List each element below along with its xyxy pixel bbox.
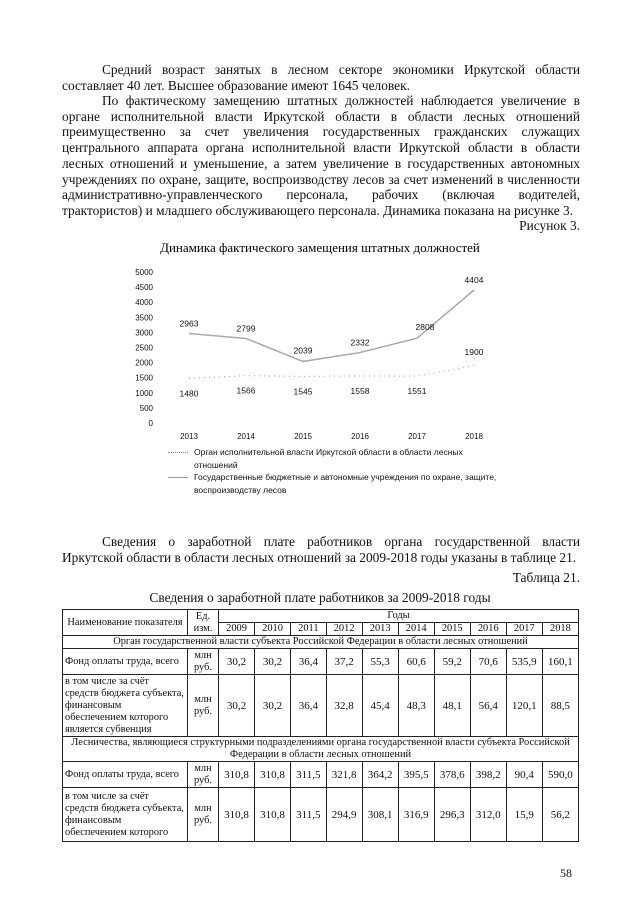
cell-value: 294,9 (326, 788, 362, 842)
y-tick-label: 4000 (135, 298, 153, 308)
cell-value: 308,1 (362, 788, 398, 842)
header-year: 2010 (255, 623, 291, 636)
cell-value: 55,3 (362, 649, 398, 675)
section-row (63, 636, 579, 649)
cell-value: 56,2 (542, 788, 578, 842)
header-year: 2014 (398, 623, 434, 636)
cell-value: 60,6 (398, 649, 434, 675)
cell-value: 310,8 (219, 788, 255, 842)
section-title: Орган государственной власти субъекта Российской Федерации в области лесных отношений (63, 636, 579, 649)
header-year: 2018 (542, 623, 578, 636)
cell-value: 56,4 (470, 675, 506, 737)
cell-value: 15,9 (506, 788, 542, 842)
cell-value: 310,8 (219, 762, 255, 788)
cell-value: 30,2 (255, 675, 291, 737)
header-unit: Ед. изм. (188, 610, 219, 636)
x-tick-label: 2016 (351, 432, 369, 441)
cell-value: 59,2 (434, 649, 470, 675)
data-label: 1545 (293, 386, 313, 397)
legend-swatch-solid (168, 477, 188, 478)
table-row (63, 675, 579, 737)
cell-value: 311,5 (291, 762, 327, 788)
table-intro-text: Сведения о заработной плате работников органа государственной власти Иркутской области в области лесных отношений за 2009-2018 годы указаны в таблице 21. (62, 534, 580, 565)
header-year: 2009 (219, 623, 255, 636)
legend-label: Государственные бюджетные и автономные учреждения по охране, защите, воспроизводству лесов (194, 472, 497, 495)
cell-value: 364,2 (362, 762, 398, 788)
x-tick-label: 2017 (408, 432, 426, 441)
y-tick-label: 2500 (135, 343, 153, 353)
header-year: 2013 (362, 623, 398, 636)
header-year: 2011 (291, 623, 327, 636)
y-tick-label: 1500 (135, 373, 153, 383)
data-label: 1900 (464, 347, 484, 358)
header-year: 2015 (434, 623, 470, 636)
row-unit: млн руб. (188, 788, 219, 842)
header-year: 2012 (326, 623, 362, 636)
row-name: Фонд оплаты труда, всего (63, 762, 188, 788)
y-tick-label: 0 (148, 419, 153, 428)
y-tick-label: 3000 (135, 328, 153, 338)
paragraph-2: По фактическому замещению штатных должностей наблюдается увеличение в органе исполнительной власти Иркутской области в области лесных отношений преимущественно за счет увеличения государственных гражданских служащих центрального аппарата органа исполнительной власти Иркутской области в области лесных отношений и уменьшение, а затем увеличение в государственных автономных учреждениях по охране, защите, воспроизводству лесов за счет изменений в численности административно-управленческого персонала, рабочих (включая водителей, трактористов) и младшего обслуживающего персонала. Динамика показана на рисунке 3. (62, 93, 580, 218)
cell-value: 311,5 (291, 788, 327, 842)
data-label: 1480 (179, 388, 199, 399)
data-label: 1551 (407, 386, 427, 397)
cell-value: 378,6 (434, 762, 470, 788)
cell-value: 120,1 (506, 675, 542, 737)
table-row (63, 649, 579, 675)
header-year: 2016 (470, 623, 506, 636)
table-row (63, 762, 579, 788)
legend-swatch-dotted (168, 452, 188, 453)
data-label: 4404 (464, 274, 484, 285)
row-name: в том числе за счёт средств бюджета субъекта, финансовым обеспечением которого является субвенция (63, 675, 188, 737)
row-unit: млн руб. (188, 675, 219, 737)
cell-value: 312,0 (470, 788, 506, 842)
cell-value: 32,8 (326, 675, 362, 737)
table-label: Таблица 21. (512, 570, 580, 585)
cell-value: 160,1 (542, 649, 578, 675)
cell-value: 90,4 (506, 762, 542, 788)
cell-value: 48,3 (398, 675, 434, 737)
paragraph-1: Средний возраст занятых в лесном секторе экономики Иркутской области составляет 40 лет. Высшее образование имеют 1645 человек. (62, 62, 580, 93)
data-label: 2808 (415, 322, 435, 333)
cell-value: 70,6 (470, 649, 506, 675)
x-tick-label: 2018 (465, 432, 483, 441)
data-label: 2039 (293, 345, 313, 356)
cell-value: 395,5 (398, 762, 434, 788)
header-year: 2017 (506, 623, 542, 636)
table-header-row (63, 610, 579, 623)
data-label: 2799 (236, 323, 256, 334)
chart-title: Динамика фактического замещения штатных должностей (160, 240, 480, 255)
data-label: 2963 (179, 318, 199, 329)
legend-item-dotted (168, 446, 498, 471)
y-tick-label: 3500 (135, 313, 153, 323)
section-row (63, 737, 579, 762)
legend-label: Орган исполнительной власти Иркутской области в области лесных отношений (194, 447, 463, 470)
legend-item-solid (168, 471, 498, 496)
cell-value: 316,9 (398, 788, 434, 842)
data-label: 1566 (236, 385, 256, 396)
cell-value: 310,8 (255, 788, 291, 842)
cell-value: 310,8 (255, 762, 291, 788)
table-row (63, 788, 579, 842)
table-title: Сведения о заработной плате работников за 2009-2018 годы (149, 590, 491, 605)
series-line-0 (189, 366, 474, 379)
cell-value: 535,9 (506, 649, 542, 675)
row-unit: млн руб. (188, 649, 219, 675)
y-tick-label: 500 (139, 403, 153, 413)
page-number: 58 (560, 866, 572, 880)
cell-value: 30,2 (219, 649, 255, 675)
y-tick-label: 1000 (135, 388, 153, 398)
x-tick-label: 2014 (237, 432, 255, 441)
x-tick-label: 2013 (180, 432, 198, 441)
y-tick-label: 4500 (135, 283, 153, 293)
row-unit: млн руб. (188, 762, 219, 788)
cell-value: 30,2 (219, 675, 255, 737)
cell-value: 45,4 (362, 675, 398, 737)
cell-value: 590,0 (542, 762, 578, 788)
y-tick-label: 5000 (135, 268, 153, 277)
cell-value: 296,3 (434, 788, 470, 842)
figure-label: Рисунок 3. (519, 218, 580, 233)
x-tick-label: 2015 (294, 432, 312, 441)
cell-value: 37,2 (326, 649, 362, 675)
row-name: в том числе за счёт средств бюджета субъекта, финансовым обеспечением которого (63, 788, 188, 842)
cell-value: 36,4 (291, 649, 327, 675)
cell-value: 30,2 (255, 649, 291, 675)
cell-value: 88,5 (542, 675, 578, 737)
section-title: Лесничества, являющиеся структурными подразделениями органа государственной власти субъекта Российской Федерации в области лесных отношений (63, 737, 579, 762)
cell-value: 36,4 (291, 675, 327, 737)
data-label: 2332 (350, 337, 370, 348)
cell-value: 48,1 (434, 675, 470, 737)
cell-value: 321,8 (326, 762, 362, 788)
header-name: Наименование показателя (63, 610, 188, 636)
row-name: Фонд оплаты труда, всего (63, 649, 188, 675)
line-chart (0, 0, 640, 450)
cell-value: 398,2 (470, 762, 506, 788)
header-years: Годы (219, 610, 579, 623)
y-tick-label: 2000 (135, 358, 153, 368)
salary-table (62, 609, 579, 842)
data-label: 1558 (350, 385, 370, 396)
